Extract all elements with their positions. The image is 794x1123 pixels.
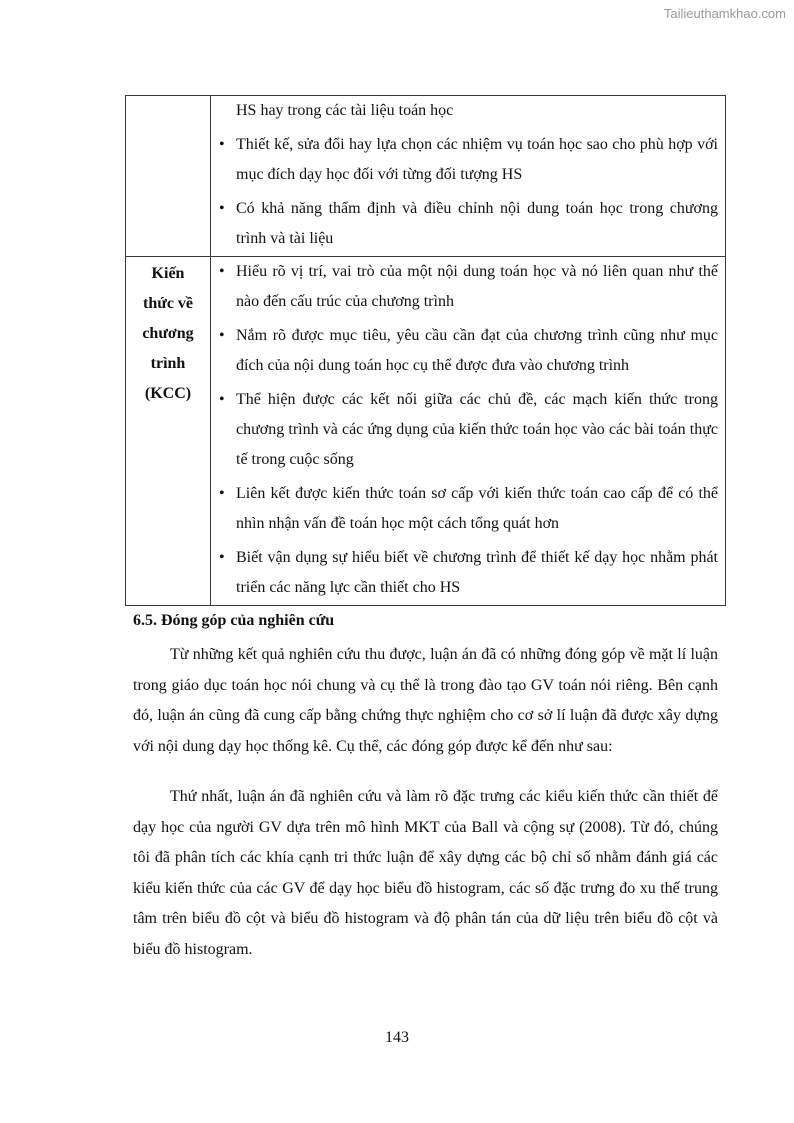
table-row xyxy=(126,96,726,257)
paragraph: Thứ nhất, luận án đã nghiên cứu và làm rõ đặc trưng các kiểu kiến thức cần thiết để dạy học của người GV dựa trên mô hình MKT của Ball và cộng sự (2008). Từ đó, chúng tôi đã phân tích các khía cạnh tri thức luận để xây dựng các bộ chỉ số nhằm đánh giá các kiểu kiến thức của các GV để dạy học biểu đồ histogram, các số đặc trưng đo xu thế trung tâm trên biểu đồ cột và biểu đồ histogram và độ phân tán của dữ liệu trên biểu đồ cột và biểu đồ histogram. xyxy=(133,788,718,958)
row-label-kcc xyxy=(126,257,211,606)
row-label-line: trình xyxy=(150,355,186,372)
bullet-icon: • xyxy=(219,200,225,217)
row-label-line: (KCC) xyxy=(144,385,192,402)
list-item xyxy=(219,192,718,256)
watermark: Tailieuthamkhao.com xyxy=(663,6,786,21)
list-item-text: Thiết kế, sửa đổi hay lựa chọn các nhiệm vụ toán học sao cho phù hợp với mục đích dạy học đối với từng đối tượng HS xyxy=(236,136,718,183)
bullet-icon: • xyxy=(219,485,225,502)
list-item-text: Biết vận dụng sự hiểu biết về chương trình để thiết kế dạy học nhằm phát triển các năng lực cần thiết cho HS xyxy=(236,549,718,596)
list-item xyxy=(219,383,718,477)
list-item xyxy=(219,319,718,383)
list-item xyxy=(219,541,718,605)
bullet-icon: • xyxy=(219,391,225,408)
row-label-line: Kiến xyxy=(151,265,185,282)
section-heading: 6.5. Đóng góp của nghiên cứu xyxy=(133,612,335,629)
row-content xyxy=(211,257,726,606)
row-content xyxy=(211,96,726,257)
table-row xyxy=(126,257,726,606)
bullet-icon: • xyxy=(219,327,225,344)
paragraph: Từ những kết quả nghiên cứu thu được, luận án đã có những đóng góp về mặt lí luận trong giáo dục toán học nói chung và cụ thể là trong đào tạo GV toán nói riêng. Bên cạnh đó, luận án cũng đã cung cấp bằng chứng thực nghiệm cho cơ sở lí luận đã được xây dựng với nội dung dạy học thống kê. Cụ thể, các đóng góp được kể đến như sau: xyxy=(133,646,718,755)
list-item-text: Có khả năng thẩm định và điều chỉnh nội dung toán học trong chương trình và tài liệu xyxy=(236,200,718,247)
list-item-text: Liên kết được kiến thức toán sơ cấp với kiến thức toán cao cấp để có thể nhìn nhận vấn đề toán học một cách tổng quát hơn xyxy=(236,485,718,532)
list-item-text: Nắm rõ được mục tiêu, yêu cầu cần đạt của chương trình cũng như mục đích của nội dung toán học cụ thể được đưa vào chương trình xyxy=(236,327,718,374)
row-label-line: thức về xyxy=(142,295,194,312)
list-item-text: Thể hiện được các kết nối giữa các chủ đề, các mạch kiến thức trong chương trình và các ứng dụng của kiến thức toán học vào các bài toán thực tế trong cuộc sống xyxy=(236,391,718,468)
bullet-icon: • xyxy=(219,549,225,566)
continued-text: HS hay trong các tài liệu toán học xyxy=(236,102,454,119)
list-item-text: Hiểu rõ vị trí, vai trò của một nội dung toán học và nó liên quan như thế nào đến cấu trúc của chương trình xyxy=(236,263,718,310)
bullet-icon: • xyxy=(219,263,225,280)
knowledge-table xyxy=(125,95,726,606)
bullet-icon: • xyxy=(219,136,225,153)
list-item xyxy=(219,257,718,319)
page-number: 143 xyxy=(385,1029,409,1046)
row-label-line: chương xyxy=(142,325,194,342)
list-item xyxy=(219,128,718,192)
list-item xyxy=(219,477,718,541)
row-label-empty xyxy=(126,96,211,257)
